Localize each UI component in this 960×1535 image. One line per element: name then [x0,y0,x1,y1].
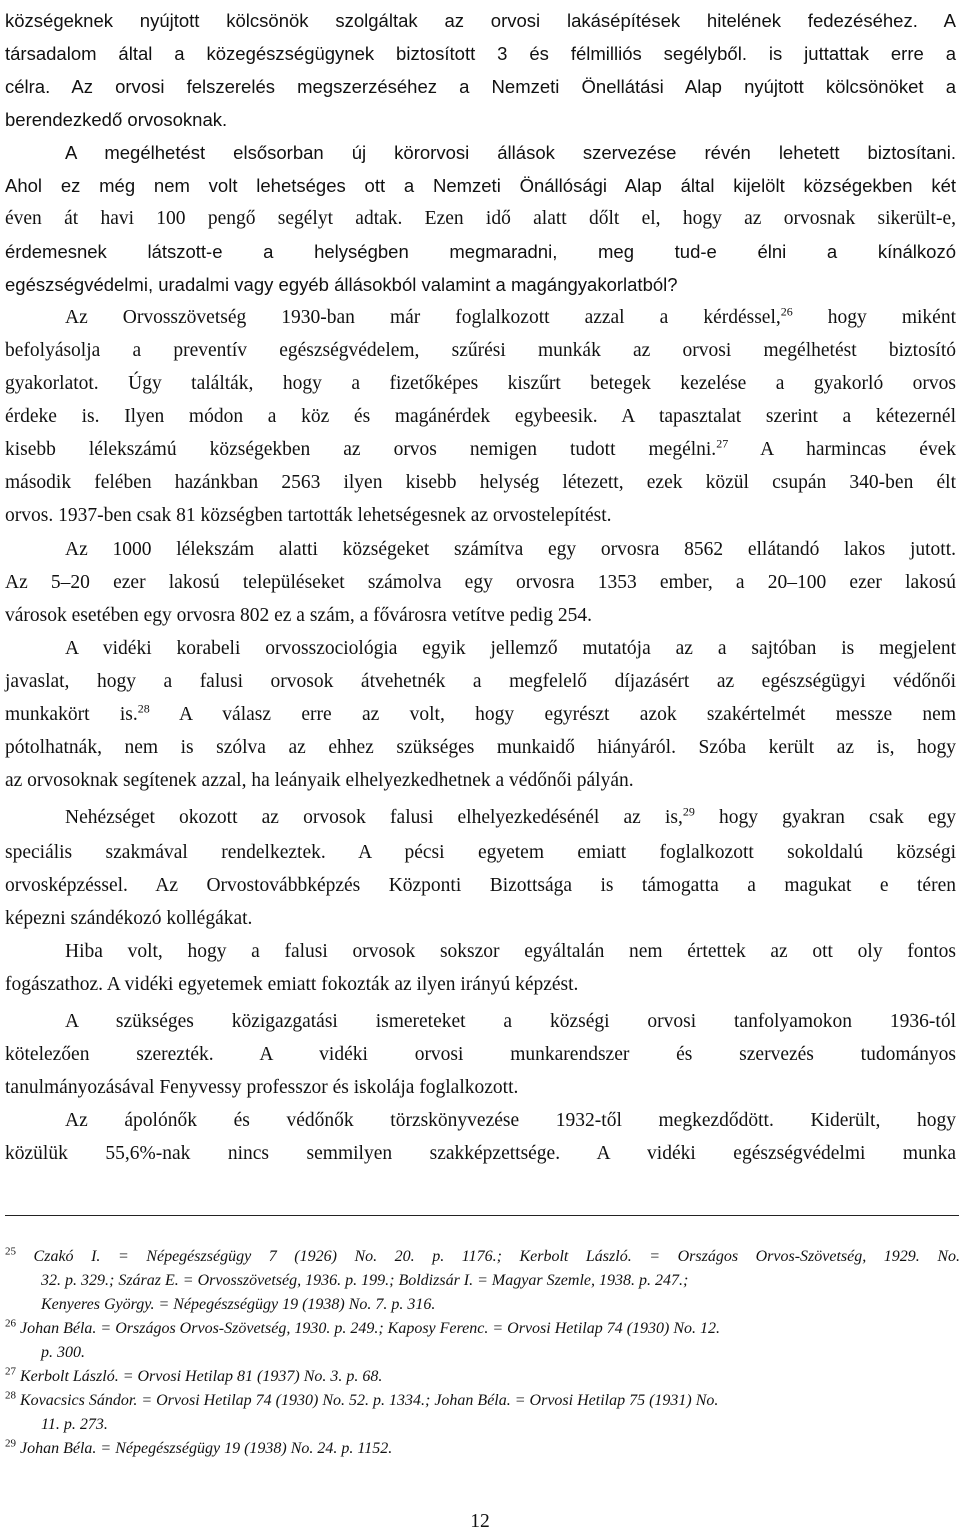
body-line [5,768,956,794]
body-line-text: speciális szakmával rendelkeztek. A pécsi egyetem emiatt foglalkozott sokoldalú községi [5,842,956,863]
body-line [5,173,956,199]
body-line-text: képezni szándékozó kollégákat. [5,908,253,929]
footnote-ref: 27 [716,436,729,451]
body-line-text: befolyásolja a preventív egészségvédelem, szűrési munkák az orvosi megélhetést biztosító [5,340,956,361]
footnote-line [5,1319,960,1339]
body-line [5,206,956,232]
body-line-text: hogy gyakran csak egy [694,807,956,828]
footnote-text: Kenyeres György. = Népegészségügy 19 (1938) No. 7. p. 316. [41,1296,436,1313]
body-line-text: A válasz erre az volt, hogy egyrészt azok szakértelmét messze nem [149,704,956,725]
body-line-text: A szükséges közigazgatási ismereteket a községi orvosi tanfolyamokon 1936-tól [65,1011,956,1032]
body-line [5,840,956,866]
body-line [5,404,956,430]
footnote-line [5,1391,960,1411]
footnote-line [41,1271,960,1291]
body-line [5,503,956,529]
body-line-text: Az 1000 lélekszám alatti községeket számítva egy orvosra 8562 ellátandó lakos jutott. [65,539,956,560]
footnote-text: 32. p. 329.; Száraz E. = Orvosszövetség, 1936. p. 199.; Boldizsár I. = Magyar Szemle, 1938. p. 247.; [41,1272,689,1289]
body-line [65,305,956,331]
footnote-line [41,1295,960,1315]
footnote-text: p. 300. [41,1344,85,1361]
footnote-number: 27 [5,1365,16,1378]
body-line [65,140,956,166]
footnote-line [5,1367,960,1387]
body-line [5,906,956,932]
body-line-text: érdeke is. Ilyen módon a köz és magánérdek egybeesik. A tapasztalat szerint a kétezernél [5,406,956,427]
body-line-text: Nehézséget okozott az orvosok falusi elhelyezkedésénél az is, [65,807,683,828]
body-line [5,1042,956,1068]
body-line [5,603,956,629]
body-line-text: Hiba volt, hogy a falusi orvosok sokszor egyáltalán nem értettek az ott oly fontos [65,941,956,962]
footnote-ref: 28 [137,701,150,716]
body-line-text: egészségvédelmi, uradalmi vagy egyéb állásokból valamint a magángyakorlatból? [5,274,678,295]
body-line [5,470,956,496]
body-line-text: fogászathoz. A vidéki egyetemek emiatt fokozták az ilyen irányú képzést. [5,974,579,995]
body-line [5,702,956,728]
body-line-text: községeknek nyújtott kölcsönök szolgáltak az orvosi lakásépítések hitelének fedezéséhez. A [5,10,956,31]
body-line-text: orvos. 1937-ben csak 81 községben tartották lehetségesnek az orvostelepítést. [5,505,612,526]
footnote-line [41,1343,960,1363]
body-line-text: Ahol ez még nem volt lehetséges ott a Nemzeti Önállósági Alap által kijelölt községekben két [5,175,956,196]
body-line-text: az orvosoknak segítenek azzal, ha leányaik elhelyezkedhetnek a védőnői pályán. [5,770,634,791]
body-line [5,107,956,133]
body-line [5,74,956,100]
body-line [65,636,956,662]
body-line-text: A vidéki korabeli orvosszociológia egyik jellemző mutatója az a sajtóban is megjelent [65,638,956,659]
body-line-text: munkakört is. [5,704,138,725]
body-line [65,537,956,563]
body-line [5,735,956,761]
body-line-text: Az ápolónők és védőnők törzskönyvezése 1932-től megkezdődött. Kiderült, hogy [65,1110,956,1131]
body-line [65,1108,956,1134]
footnote-number: 26 [5,1317,16,1330]
footnote-text: Johan Béla. = Országos Orvos-Szövetség, 1930. p. 249.; Kaposy Ferenc. = Orvosi Hetilap 74 (1930) No. 12. [20,1320,721,1337]
footnote-text: Kerbolt László. = Orvosi Hetilap 81 (1937) No. 3. p. 68. [20,1368,383,1385]
body-line [5,570,956,596]
page-number: 12 [470,1511,490,1532]
body-line-text: hogy miként [792,307,956,328]
footnote-text: Johan Béla. = Népegészségügy 19 (1938) No. 24. p. 1152. [20,1440,393,1457]
footnote-text: Kovacsics Sándor. = Orvosi Hetilap 74 (1930) No. 52. p. 1334.; Johan Béla. = Orvosi Hetilap 75 (1931) No. [20,1392,719,1409]
body-line-text: Az 5–20 ezer lakosú településeket számolva egy orvosra 1353 ember, a 20–100 ezer lakosú [5,572,956,593]
body-line [5,1141,956,1167]
footnote-separator [5,1215,959,1216]
body-line-text: tanulmányozásával Fenyvessy professzor és iskolája foglalkozott. [5,1077,519,1098]
body-line-text: kötelezően szerezték. A vidéki orvosi munkarendszer és szervezés tudományos [5,1044,956,1065]
footnote-line [5,1247,960,1267]
footnote-number: 25 [5,1245,16,1258]
footnote-text: Czakó I. = Népegészségügy 7 (1926) No. 20. p. 1176.; Kerbolt László. = Országos Orvos-Szövetség, 1929. No. [33,1248,960,1265]
body-line-text: kisebb lélekszámú községekben az orvos nemigen tudott megélni. [5,439,717,460]
footnote-ref: 26 [780,304,793,319]
body-line [65,939,956,965]
body-line [5,8,956,34]
body-line [5,972,956,998]
footnote-number: 28 [5,1389,16,1402]
body-line [5,338,956,364]
body-line [5,371,956,397]
body-line-text: Az Orvosszövetség 1930-ban már foglalkozott azzal a kérdéssel, [65,307,781,328]
body-line-text: pótolhatnák, nem is szólva az ehhez szükséges munkaidő hiányáról. Szóba került az is, hogy [5,737,956,758]
body-line-text: A megélhetést elsősorban új körorvosi állások szervezése révén lehetett biztosítani. [65,142,956,163]
body-line [5,669,956,695]
body-line-text: városok esetében egy orvosra 802 ez a szám, a fővárosra vetítve pedig 254. [5,605,592,626]
footnote-number: 29 [5,1437,16,1450]
footnote-ref: 29 [682,804,695,819]
body-line-text: érdemesnek látszott-e a helységben megmaradni, meg tud-e élni a kínálkozó [5,241,956,262]
body-line-text: célra. Az orvosi felszerelés megszerzéséhez a Nemzeti Önellátási Alap nyújtott kölcsönöket a [5,76,956,97]
footnote-line [41,1415,960,1435]
body-line-text: orvosképzéssel. Az Orvostovábbképzés Központi Bizottsága is támogatta a magukat e téren [5,875,956,896]
body-line-text: közülük 55,6%-nak nincs semmilyen szakképzettsége. A vidéki egészségvédelmi munka [5,1143,956,1164]
body-line [5,41,956,67]
body-line [5,239,956,265]
body-line-text: éven át havi 100 pengő segélyt adtak. Ezen idő alatt dőlt el, hogy az orvosnak sikerült-e, [5,208,956,229]
body-line-text: gyakorlatot. Úgy találták, hogy a fizetőképes kiszűrt betegek kezelése a gyakorló orvos [5,373,956,394]
body-line [5,272,956,298]
body-line-text: második felében hazánkban 2563 ilyen kisebb helység létezett, ezek közül csupán 340-ben élt [5,472,956,493]
body-line-text: A harmincas évek [728,439,957,460]
footnote-line [5,1439,960,1459]
body-line [5,873,956,899]
body-line-text: javaslat, hogy a falusi orvosok átvehetnék a megfelelő díjazásért az egészségügyi védőnői [5,671,956,692]
body-line [65,1009,956,1035]
body-line [65,805,956,831]
body-line [5,437,956,463]
body-line-text: berendezkedő orvosoknak. [5,109,228,130]
body-line [5,1075,956,1101]
footnote-text: 11. p. 273. [41,1416,108,1433]
body-line-text: társadalom által a közegészségügynek biztosított 3 és félmilliós segélyből. is juttattak erre a [5,43,956,64]
